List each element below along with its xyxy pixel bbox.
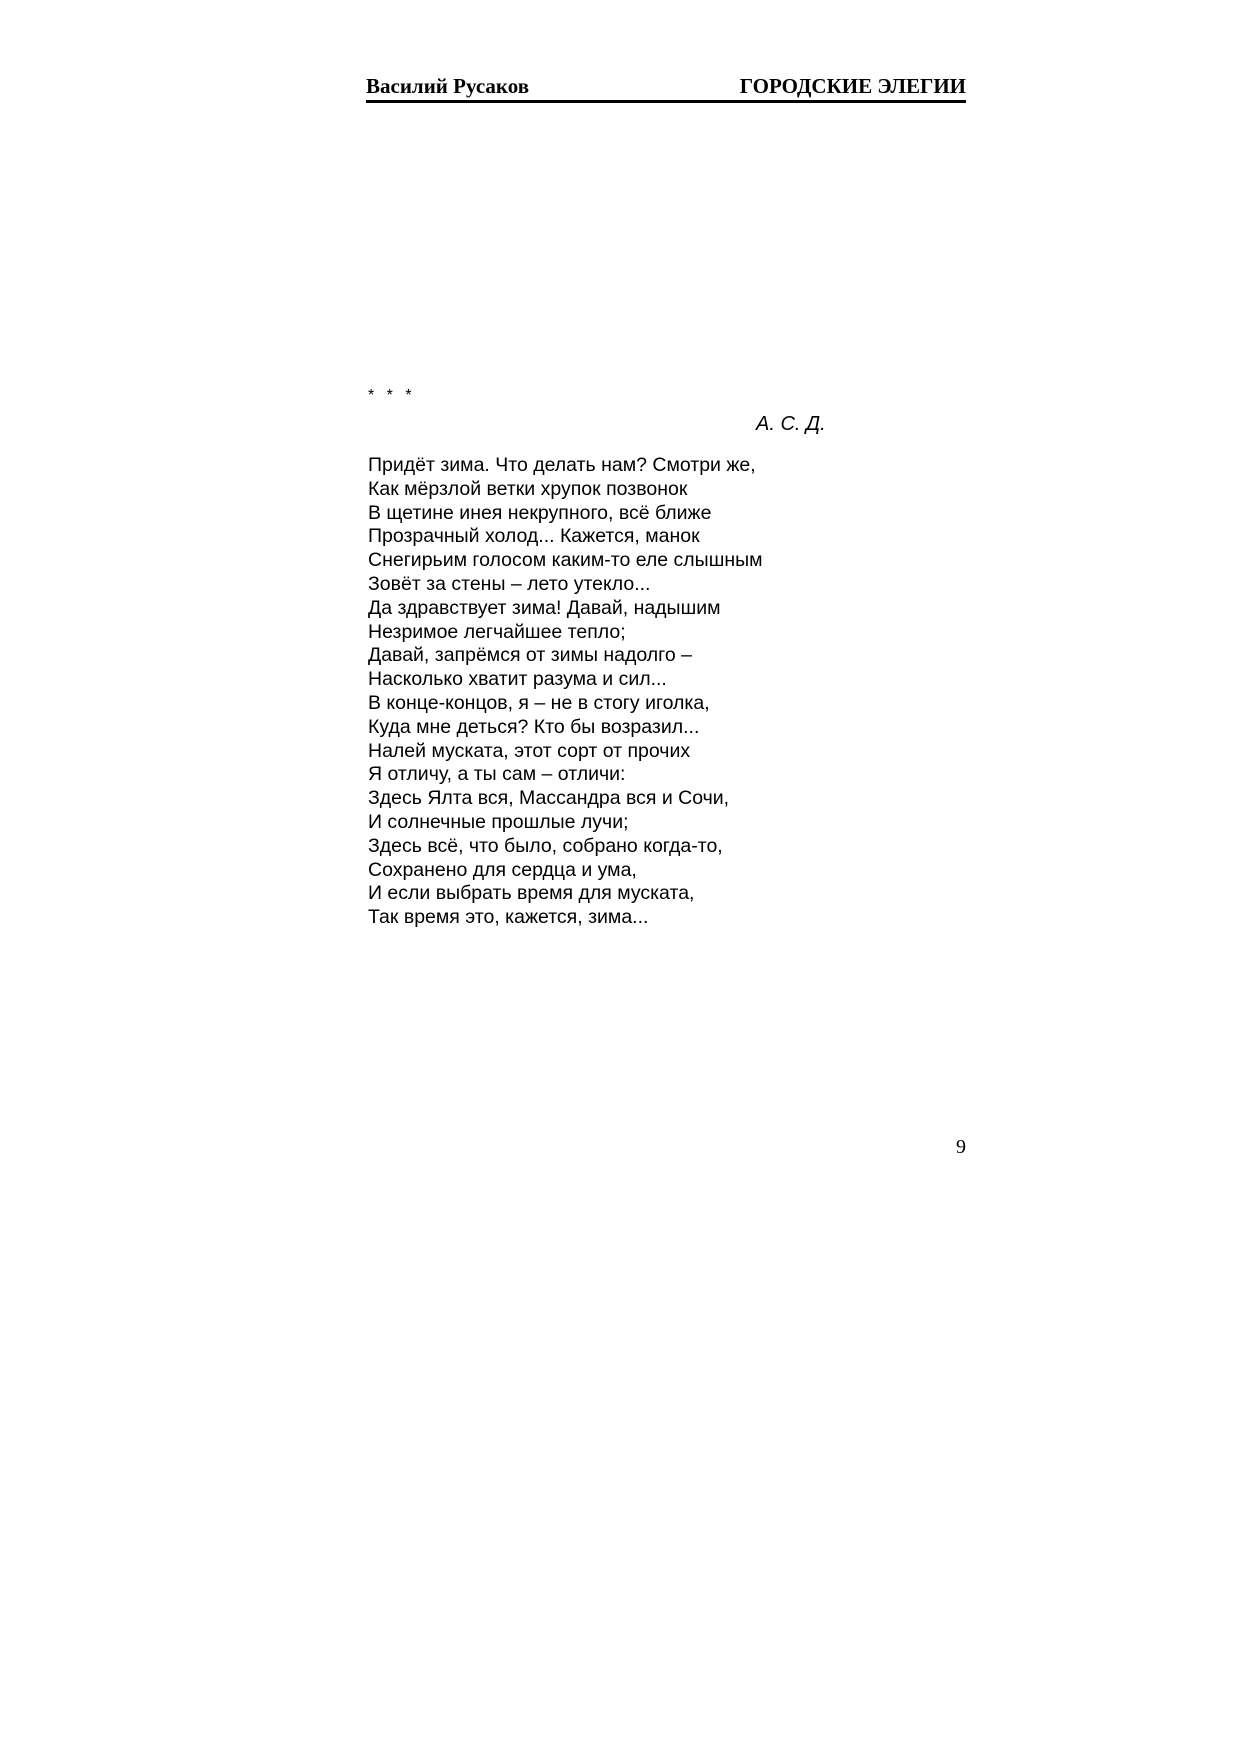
poem-line: Как мёрзлой ветки хрупок позвонок: [368, 477, 688, 500]
poem-line: Сохранено для сердца и ума,: [368, 858, 637, 881]
poem-line: В щетине инея некрупного, всё ближе: [368, 501, 712, 524]
poem-line: Давай, запрёмся от зимы надолго –: [368, 644, 692, 667]
poem-line: И солнечные прошлые лучи;: [368, 810, 629, 833]
poem-line: Прозрачный холод... Кажется, манок: [368, 525, 700, 548]
poem-separator: * * *: [368, 387, 416, 404]
poem-line: Куда мне деться? Кто бы возразил...: [368, 715, 700, 738]
poem-line: Налей муската, этот сорт от прочих: [368, 739, 691, 762]
poem-line: Незримое легчайшее тепло;: [368, 620, 626, 643]
poem-line: И если выбрать время для муската,: [368, 882, 695, 905]
poem-line: Да здравствует зима! Давай, надышим: [368, 596, 721, 619]
poem-line: В конце-концов, я – не в стогу иголка,: [368, 691, 710, 714]
running-header: [366, 74, 966, 102]
poem-line: Так время это, кажется, зима...: [368, 906, 649, 929]
poem-line: Здесь Ялта вся, Массандра вся и Сочи,: [368, 787, 730, 810]
poem-line: Снегирьим голосом каким-то еле слышным: [368, 549, 763, 572]
poem-line: Я отличу, а ты сам – отличи:: [368, 763, 626, 786]
header-author: Василий Русаков: [366, 74, 530, 98]
poem-dedication: А. С. Д.: [756, 413, 826, 435]
header-book-title: ГОРОДСКИЕ ЭЛЕГИИ: [739, 74, 966, 98]
poem-line: Придёт зима. Что делать нам? Смотри же,: [368, 454, 756, 476]
page-number: 9: [956, 1136, 966, 1158]
header-rule: [366, 100, 966, 103]
poem-line: Зовёт за стены – лето утекло...: [368, 572, 651, 595]
poem-line: Насколько хватит разума и сил...: [368, 668, 667, 691]
poem-lines: [368, 454, 763, 930]
poem-line: Здесь всё, что было, собрано когда-то,: [368, 834, 723, 857]
